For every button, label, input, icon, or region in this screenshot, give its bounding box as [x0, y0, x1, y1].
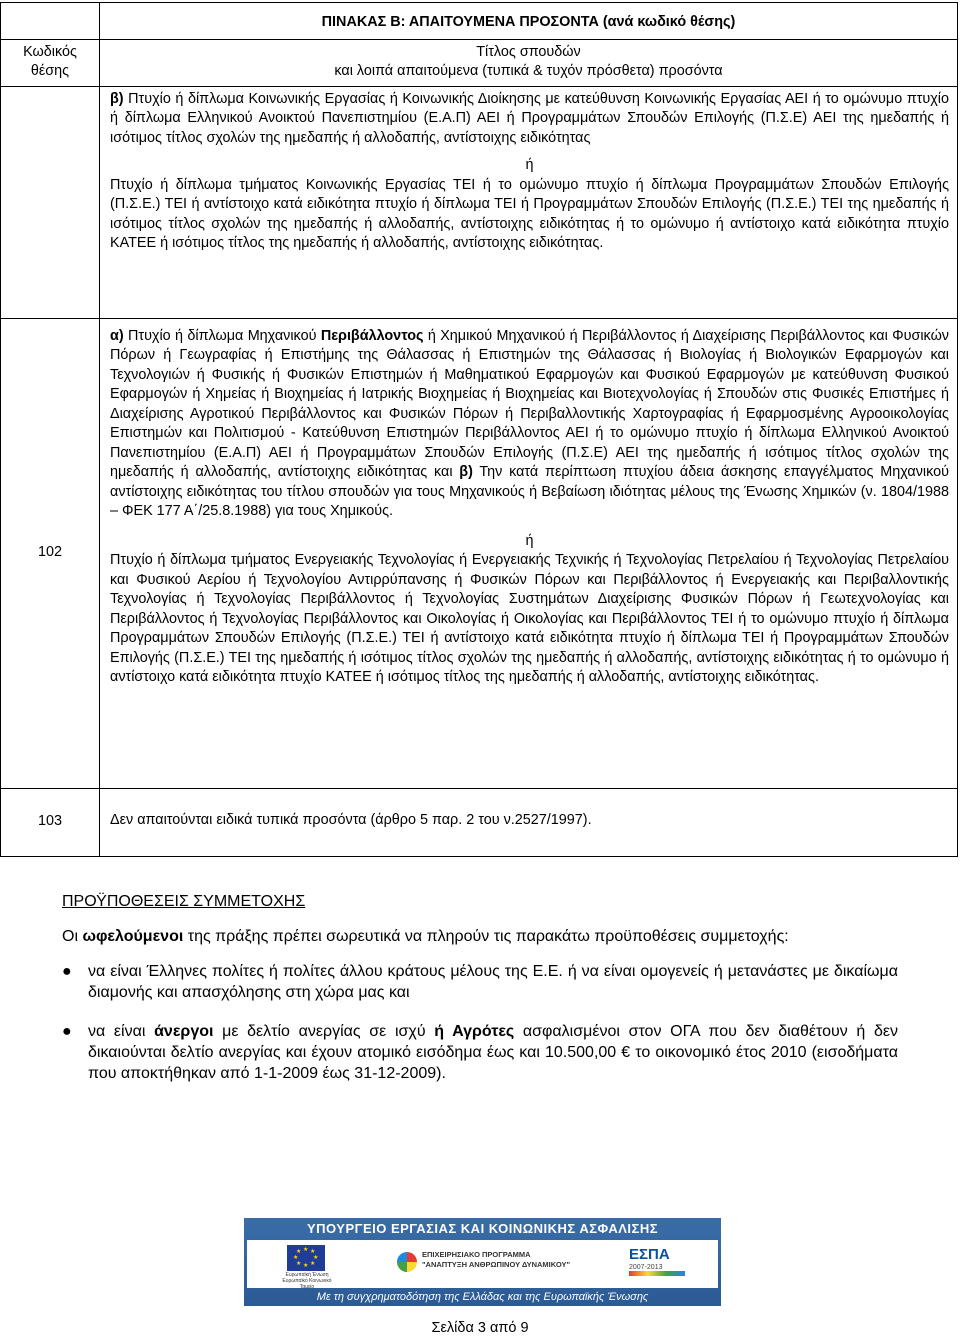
page-number: Σελίδα 3 από 9: [431, 1320, 529, 1336]
logos-strip: [247, 1240, 718, 1288]
intro-emphasis: ωφελούμενοι: [82, 928, 184, 945]
qual-header-line1: Τίτλος σπουδών: [476, 43, 581, 60]
section-heading: ΠΡΟΫΠΟΘΕΣΕΙΣ ΣΥΜΜΕΤΟΧΗΣ: [62, 893, 306, 910]
paragraph: Πτυχίο ή δίπλωμα τμήματος Ενεργειακής Τεχνολογίας ή Ενεργειακής Τεχνικής ή Τεχνολογίας Πετρελαίου ή Τεχνολογίας Πετρελαίου και Φυσικού Αερίου ή Τεχνολογίου Αντιρρύπανσης ή Φυσικών Πόρων και Περιβάλλοντος ή Ενεργειακής και Περιβαλλοντικής Τεχνολογίας ή Τεχνολογίας Περιβάλλοντος ή Τεχνολογίας Συστημάτων Διαχείρισης Φυσικών Πόρων ή Γεωτεχνολογίας και Περιβάλλοντος ή Τεχνολογίας Περιβάλλοντος και Οικολογίας ή Οικολογίας και Περιβάλλοντος ΤΕΙ ή το ομώνυμο πτυχίο ή δίπλωμα Προγραμμάτων Σπουδών Επιλογής (Π.Σ.Ε.) ΤΕΙ ή αντίστοιχο κατά ειδικότητα πτυχίο ή δίπλωμα ΤΕΙ ή Προγραμμάτων Σπουδών Επιλογής (Π.Σ.Ε.) ΤΕΙ της ημεδαπής ή ισότιμος τίτλος σχολών της ημεδαπής ή αλλοδαπής, αντίστοιχης ειδικότητας ή το ομώνυμο ή αντίστοιχο κατά ειδικότητα πτυχίο ΚΑΤΕΕ ή ισότιμος τίτλος της ημεδαπής ή αλλοδαπής, αντίστοιχης ειδικότητας.: [110, 552, 949, 685]
funding-banner: [244, 1218, 721, 1306]
code-header-line2: θέσης: [30, 63, 70, 79]
paragraph-text: ή Χημικού Μηχανικού ή Περιβάλλοντος ή Διαχείρισης Περιβάλλοντος και Φυσικών Πόρων ή Γεωγραφίας ή Επιστήμης της Θάλασσας ή Επιστημών της Θάλασσας ή Βιολογίας ή Βιολογικών Εφαρμογών και Τεχνολογιών ή Φυσικής ή Φυσικών Επιστημών ή Μαθηματικού Εφαρμογών και Φυσικού Εφαρμογών με κατεύθυνση Φυσικού Εφαρμογών ή Χημείας ή Βιοχημείας ή Ιατρικής Βιοχημείας ή Βιοχημείας και Βιοτεχνολογίας ή Σπουδών στις Φυσικές Επιστήμες ή Διαχείρισης Αγροτικού Περιβάλλοντος και Φυσικών Πόρων ή Περιβαλλοντικής Χαρτογραφίας ή Εφαρμοσμένης Αγροοικολογίας Επιστημών και Πολιτισμού - Κατεύθυνση Επιστημών Περιβάλλοντος ΑΕΙ ή το ομώνυμο πτυχίο ή δίπλωμα Ελληνικού Ανοικτού Πανεπιστημίου (Ε.Α.Π) ΑΕΙ ή Προγραμμάτων Σπουδών Επιλογής (Π.Σ.Ε) ΑΕΙ της ημεδαπής ή ισότιμος τίτλος σχολών της ημεδαπής ή αλλοδαπής, αντίστοιχης ειδικότητας και: [110, 327, 949, 480]
table-blank-corner: [1, 3, 100, 40]
table-row: [1, 318, 958, 788]
espa-color-bar: [629, 1271, 685, 1276]
cofunding-note: Με τη συγχρηματοδότηση της Ελλάδας και της Ευρωπαϊκής Ένωσης: [316, 1291, 649, 1303]
paragraph-text: Πτυχίο ή δίπλωμα Μηχανικού: [123, 327, 321, 344]
qualifications-cell: [100, 788, 958, 856]
table-row: [1, 86, 958, 318]
table-title: ΠΙΝΑΚΑΣ Β: ΑΠΑΙΤΟΥΜΕΝΑ ΠΡΟΣΟΝΤΑ (ανά κωδικό θέσης): [100, 3, 958, 40]
participation-section: [62, 891, 898, 1098]
paragraph-text: Πτυχίο ή δίπλωμα Κοινωνικής Εργασίας ή Κοινωνικής Διοίκησης με κατεύθυνση Κοινωνικής Εργασίας ΑΕΙ ή το ομώνυμο πτυχίο ή δίπλωμα Ελληνικού Ανοικτού Πανεπιστημίου (Ε.Α.Π) ΑΕΙ ή Προγραμμάτων Σπουδών Επιλογής (Π.Σ.Ε) ΑΕΙ της ημεδαπής ή ισότιμος τίτλος σχολών της ημεδαπής ή αλλοδαπής, αντίστοιχης ειδικότητας: [110, 90, 949, 146]
program-line: "ΑΝΑΠΤΥΞΗ ΑΝΘΡΩΠΙΝΟΥ ΔΥΝΑΜΙΚΟΥ": [422, 1260, 571, 1269]
conditions-list: [62, 961, 898, 1084]
list-item-text: να είναι: [88, 1023, 155, 1040]
espa-logo: [629, 1246, 685, 1282]
code-column-header: [1, 39, 100, 86]
list-item-text: ασφαλισμένοι στον ΟΓΑ που δεν διαθέτουν ή δεν δικαιούνται δελτίο ανεργίας και έχουν ατομικό εισόδημα έως και 10.500,00 € το οικονομικό έτος 2010 (εισοδήματα που αποκτήθηκαν από 1-1-2009 έως 31-12-2009).: [88, 1023, 899, 1082]
requirements-table: [0, 2, 958, 857]
paragraph-text: Δεν απαιτούνται ειδικά τυπικά προσόντα (άρθρο 5 παρ. 2 του ν.2527/1997).: [110, 811, 592, 828]
qualifications-column-header: [100, 39, 958, 86]
emphasis-text: Περιβάλλοντος: [320, 327, 424, 344]
qualifications-cell: [100, 318, 958, 788]
table-row: [1, 788, 958, 856]
qualifications-cell: [100, 86, 958, 318]
espa-word: ΕΣΠΑ: [629, 1246, 670, 1263]
code-cell-empty: [1, 86, 100, 318]
intro-text: Οι: [62, 928, 83, 945]
option-label: β): [459, 464, 473, 480]
eu-flag-icon: ★ ★ ★ ★ ★ ★ ★ ★: [287, 1245, 325, 1271]
section-intro: [62, 926, 898, 947]
program-logo-icon: [397, 1252, 417, 1272]
or-separator: ή: [525, 157, 534, 173]
ministry-title: ΥΠΟΥΡΓΕΙΟ ΕΡΓΑΣΙΑΣ ΚΑΙ ΚΟΙΝΩΝΙΚΗΣ ΑΣΦΑΛΙΣΗΣ: [306, 1221, 659, 1236]
program-line: ΕΠΙΧΕΙΡΗΣΙΑΚΟ ΠΡΟΓΡΑΜΜΑ: [422, 1250, 531, 1259]
or-separator: ή: [525, 532, 534, 549]
paragraph: [110, 327, 949, 522]
paragraph: Πτυχίο ή δίπλωμα τμήματος Κοινωνικής Εργασίας ΤΕΙ ή το ομώνυμο πτυχίο ή δίπλωμα Προγραμμάτων Σπουδών Επιλογής (Π.Σ.Ε.) ΤΕΙ ή αντίστοιχο κατά ειδικότητα πτυχίο ή δίπλωμα ΤΕΙ ή Προγραμμάτων Σπουδών Επιλογής (Π.Σ.Ε.) ΤΕΙ της ημεδαπής ή ισότιμος τίτλος σχολών της ημεδαπής ή αλλοδαπής, αντίστοιχης ειδικότητας ή το ομώνυμο ή αντίστοιχο κατά ειδικότητα πτυχίο ΚΑΤΕΕ ή ισότιμος τίτλος της ημεδαπής ή αλλοδαπής, αντίστοιχης ειδικότητας.: [110, 176, 949, 251]
bullet-icon: ●: [62, 1023, 72, 1040]
list-item-emphasis: ή Αγρότες: [434, 1023, 515, 1040]
program-name: [422, 1250, 570, 1270]
eu-caption: Ευρωπαϊκή Ένωση Ευρωπαϊκό Κοινωνικό Ταμείο: [282, 1272, 332, 1290]
espa-years: 2007-2013: [629, 1264, 663, 1271]
bullet-icon: ●: [62, 963, 72, 980]
paragraph-text: Την κατά περίπτωση πτυχίου άδεια άσκησης επαγγέλματος Μηχανικού αντίστοιχης ειδικότητας του τίτλου σπουδών για τους Μηχανικούς ή Βεβαίωση ιδιότητας μέλους της Ένωσης Χημικών (ν. 1804/1988 – ΦΕΚ 177 Α΄/25.8.1988) για τους Χημικούς.: [110, 464, 949, 519]
option-label: α): [110, 327, 124, 344]
position-code: 102: [1, 318, 100, 788]
list-item-text: με δελτίο ανεργίας σε ισχύ: [213, 1023, 435, 1040]
intro-text: της πράξης πρέπει σωρευτικά να πληρούν τις παρακάτω προϋποθέσεις συμμετοχής:: [183, 928, 789, 945]
position-code: 103: [1, 788, 100, 856]
code-header-line1: Κωδικός: [23, 43, 77, 60]
paragraph: [110, 90, 949, 149]
option-label: β): [110, 90, 124, 107]
list-item-text: να είναι Έλληνες πολίτες ή πολίτες άλλου κράτους μέλους της Ε.Ε. ή να είναι ομογενείς ή μετανάστες με δικαίωμα διαμονής και απασχόλησης στη χώρα μας και: [88, 963, 898, 1001]
list-item-emphasis: άνεργοι: [154, 1023, 214, 1040]
qual-header-line2: και λοιπά απαιτούμενα (τυπικά & τυχόν πρόσθετα) προσόντα: [334, 63, 723, 79]
list-item: [62, 1021, 898, 1084]
list-item: [62, 961, 898, 1003]
